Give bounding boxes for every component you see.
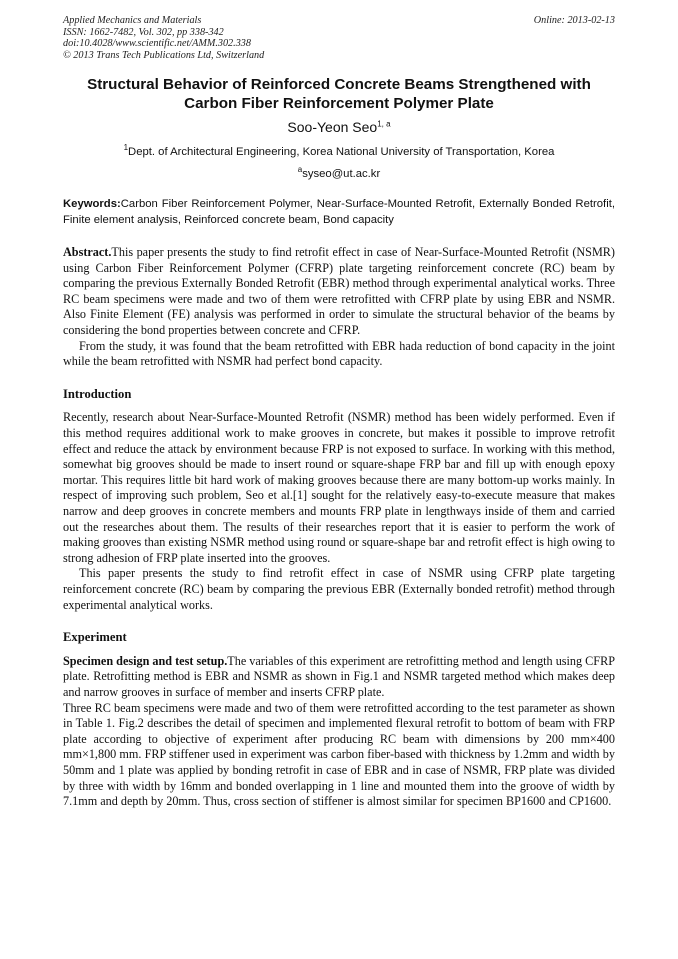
doi: doi:10.4028/www.scientific.net/AMM.302.338 [63, 38, 251, 50]
email-text: syseo@ut.ac.kr [302, 167, 381, 180]
experiment-subheading: Specimen design and test setup. [63, 653, 228, 668]
experiment-text-1: The variables of this experiment are retrofitting method and length using CFRP plate. Retrofitting method is EBR and NSMR as shown in Fig.1 and NSMR targeted method which makes deep and narrow grooves in surface of member and inserts CFRP plate. [63, 653, 615, 699]
introduction-paragraph-1: Recently, research about Near-Surface-Mounted Retrofit (NSMR) method has been widely performed. Even if this method requires additional work to make grooves in concrete, but makes it possible to improve retrofit effect and reduce the attack by environment because FRP is not exposed to surface. In working with this method, somewhat big grooves should be made to insert round or square-shape FRP bar and fill up with enough epoxy mortar. This requires little bit hard work of making grooves because there are many bottom-up works mainly. In respect of improving such problem, Seo et al.[1] sought for the relatively easy-to-execute measure that makes narrow and deep grooves in concrete members and mounts FRP plate in lengthways inside of them and carried out the researches about them. The results of their researches report that it is easier to perform the work of making grooves than existing NSMR method using round or square-shape bar and retrofit effect is high owing to strong adhesion of FRP plate inserted into the grooves. [63, 410, 615, 565]
abstract-paragraph-2: From the study, it was found that the beam retrofitted with EBR hada reduction of bond capacity in the joint while the beam retrofitted with NSMR had perfect bond capacity. [63, 338, 615, 369]
author-sup: 1, a [377, 119, 391, 129]
abstract-text-1: This paper presents the study to find retrofit effect in case of Near-Surface-Mounted Retrofit (NSMR) using Carbon Fiber Reinforcement Polymer (CFRP) plate targeting reinforcement concrete (RC) beam by comparing the previous Externally Bonded Retrofit (EBR) method through experimental analytical works. Three RC beam specimens were made and two of them were retrofitted with CFRP plate by using EBR and NSMR. Also Finite Element (FE) analysis was performed in order to simulate the structural behavior of the beams by considering the bond properties between concrete and CFRP. [63, 245, 615, 338]
affiliation [63, 143, 615, 158]
email-sup: a [297, 165, 303, 175]
experiment-paragraph-1 [63, 654, 615, 701]
keywords-label: Keywords: [63, 197, 121, 210]
experiment-paragraph-2: Three RC beam specimens were made and two of them were retrofitted according to the test parameter as shown in Table 1. Fig.2 describes the detail of specimen and implemented flexural retrofit to bottom of beam with FRP plate according to objective of experiment after producing RC beam with dimensions by 200 mm×400 mm×1,800 mm. FRP stiffener used in experiment was carbon fiber-based with thickness by 1.2mm and width by 50mm and 1 plate was applied by bonding retrofit in case of EBR and in case of NSMR, FRP plate was divided by three with width by 16mm and bonded overlapping in 1 line and mounted them into the groove of width by 7.1mm and depth by 20mm. Thus, cross section of stiffener is almost similar for specimen BP1600 and CP1600. [63, 700, 615, 809]
keywords [63, 197, 615, 228]
affiliation-sup: 1 [123, 143, 129, 153]
journal-header [63, 15, 615, 61]
copyright: © 2013 Trans Tech Publications Ltd, Switzerland [63, 49, 265, 61]
paper-title: Structural Behavior of Reinforced Concrete Beams Strengthened with Carbon Fiber Reinforcement Polymer Plate [87, 76, 591, 112]
online-date: Online: 2013-02-13 [533, 15, 615, 26]
header-left [63, 15, 615, 61]
email [63, 165, 615, 180]
introduction-heading: Introduction [63, 386, 132, 401]
author [63, 119, 615, 135]
introduction-paragraph-2: This paper presents the study to find retrofit effect in case of NSMR using CFRP plate targeting reinforcement concrete (RC) beam by comparing the previous EBR (Externally bonded retrofit) method through experimental analytical works. [63, 566, 615, 612]
paper-page [63, 15, 615, 810]
abstract-label: Abstract. [63, 245, 112, 260]
experiment-heading: Experiment [63, 630, 127, 645]
keywords-text: Carbon Fiber Reinforcement Polymer, Near-Surface-Mounted Retrofit, Externally Bonded Retrofit, Finite element analysis, Reinforced concrete beam, Bond capacity [63, 197, 615, 226]
abstract-paragraph [63, 245, 615, 339]
issn: ISSN: 1662-7482, Vol. 302, pp 338-342 [63, 26, 224, 38]
journal-name: Applied Mechanics and Materials [63, 15, 202, 26]
experiment-section [63, 630, 615, 810]
affiliation-text: Dept. of Architectural Engineering, Korea National University of Transportation, Korea [128, 146, 555, 159]
abstract [63, 245, 615, 370]
introduction-section [63, 387, 615, 613]
author-name: Soo-Yeon Seo [287, 119, 378, 136]
